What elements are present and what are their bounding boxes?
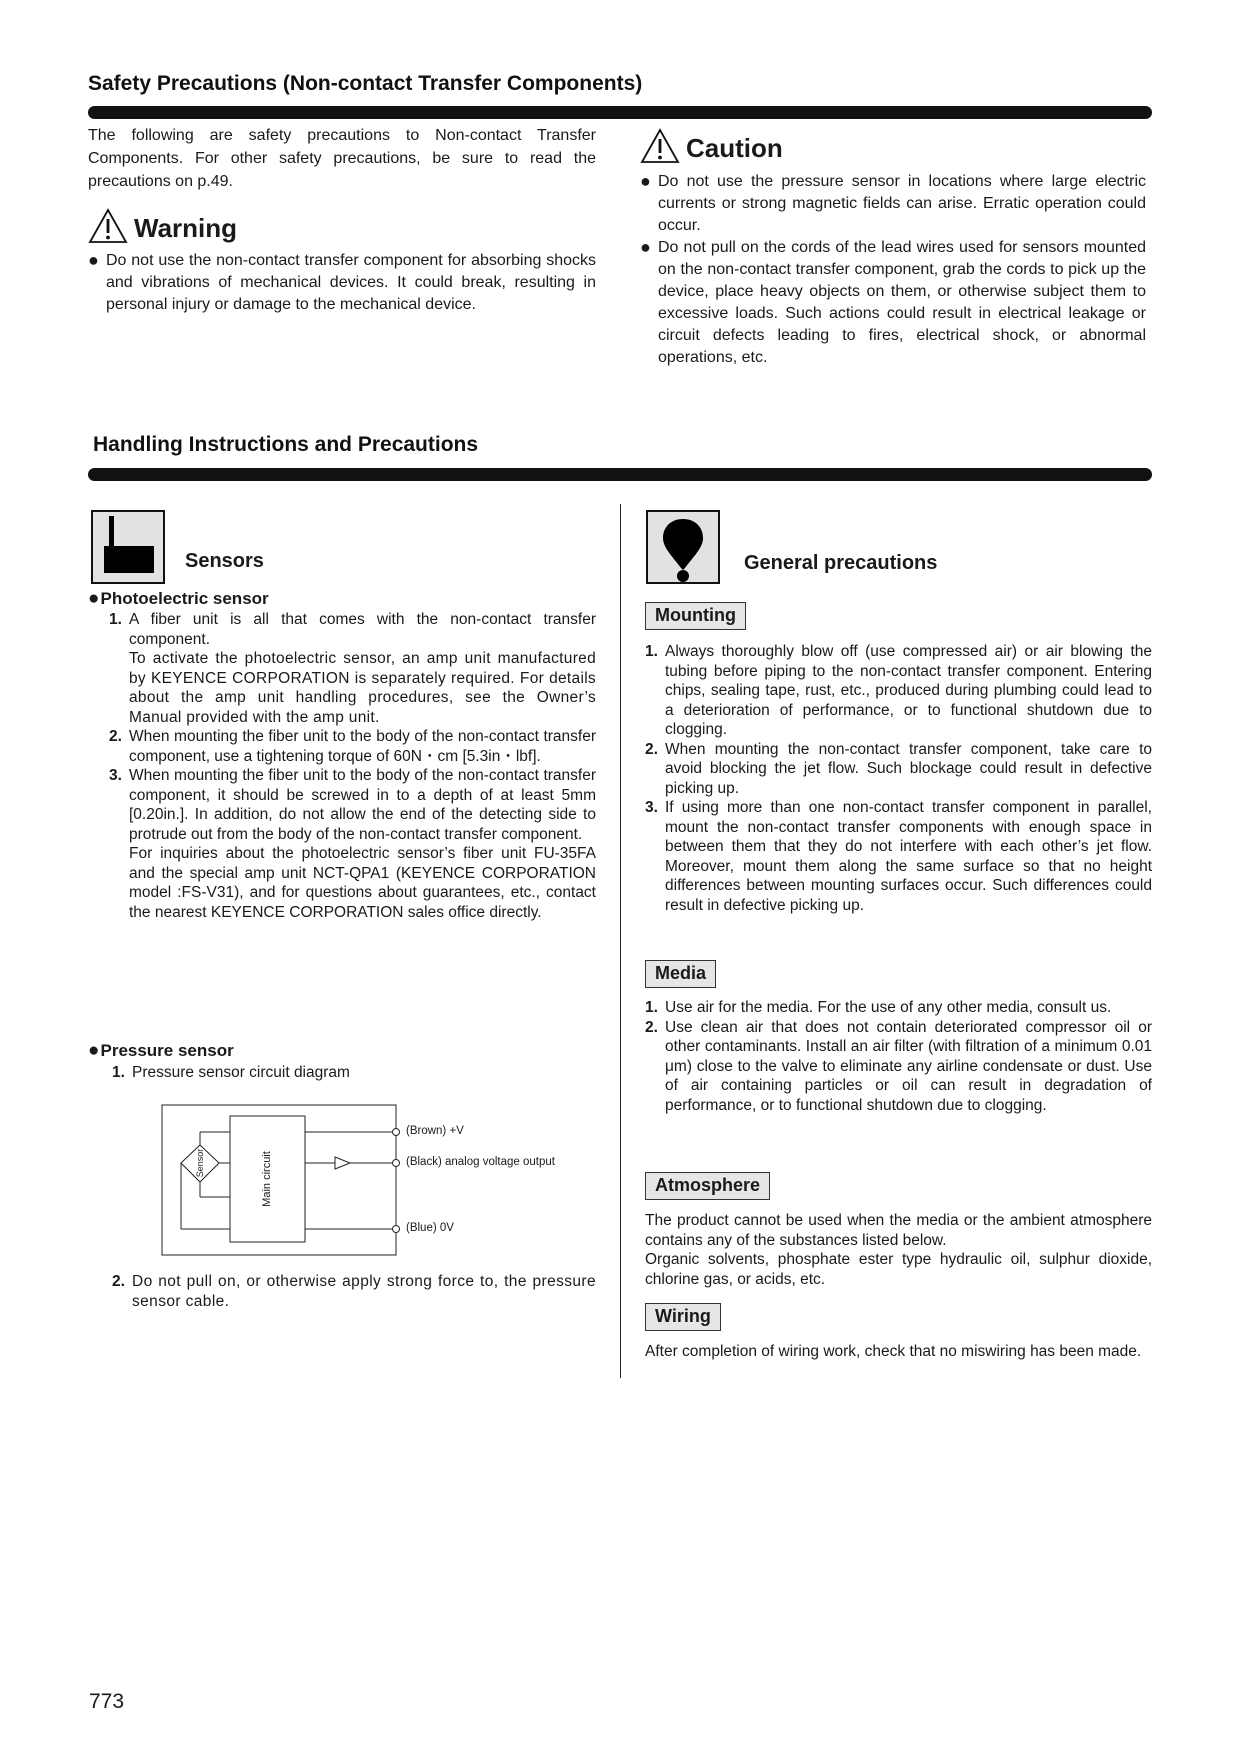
bullet-icon: ● (88, 588, 100, 609)
pressure-heading: ● Pressure sensor (88, 1040, 234, 1061)
caution-list (640, 171, 1146, 369)
media-tag: Media (645, 960, 716, 988)
page-number: 773 (89, 1690, 125, 1713)
media-list (645, 998, 1152, 1115)
handling-section-title: Handling Instructions and Precautions (93, 433, 479, 456)
photoelectric-item-1: 1. A fiber unit is all that comes with the non-contact transfer component. To activate the photoelectric sensor, an amp unit manufactured by KEYENCE CORPORATION is separately required. For details about the amp unit handling procedures, see the Owner’s Manual provided with the amp unit. (109, 611, 596, 726)
warning-triangle-icon (88, 208, 128, 244)
main-circuit-label: Main circuit (261, 1151, 273, 1207)
warning-title: Warning (134, 213, 238, 243)
media-item-1: 1. Use air for the media. For the use of any other media, consult us. (645, 999, 1112, 1016)
warning-heading (88, 208, 237, 244)
sensor-label: Sensor (195, 1148, 205, 1178)
pressure-item-1: 1. Pressure sensor circuit diagram (112, 1064, 350, 1081)
warning-list (88, 250, 596, 316)
warning-triangle-icon (640, 128, 680, 164)
photoelectric-item-3: 3. When mounting the fiber unit to the body of the non-contact transfer component, it should be screwed in to a depth of at least 5mm [0.20in.]. In addition, do not allow the end of the detecting side to protrude out from the body of the non-contact transfer component. For inquiries about the photoelectric sensor’s fiber unit FU-35FA and the special amp unit NCT-QPA1 (KEYENCE CORPORATION model :FS-V31), and for questions about guarantees, etc., contact the nearest KEYENCE CORPORATION sales office directly. (109, 767, 596, 921)
bullet-icon: ● (88, 250, 99, 270)
wiring-tag: Wiring (645, 1303, 721, 1331)
terminal-black-label: (Black) analog voltage output (406, 1156, 555, 1168)
photoelectric-list (109, 610, 596, 922)
photoelectric-heading: ● Photoelectric sensor (88, 588, 269, 609)
mounting-item-3: 3. If using more than one non-contact transfer component in parallel, mount the non-contact transfer components with enough space in between them that they do not interfere with each other’s jet flow. Moreover, mount them along the same surface so that no height differences between mounting surfaces occur. Such differences could result in defective picking up. (645, 799, 1152, 914)
caution-heading (640, 128, 783, 164)
caution-title: Caution (686, 133, 783, 163)
wiring-text: After completion of wiring work, check that no miswiring has been made. (645, 1343, 1142, 1360)
mounting-item-2: 2. When mounting the non-contact transfer component, take care to avoid blocking the jet flow. Such blockage could result in defective picking up. (645, 740, 1152, 797)
pressure-sensor-circuit-diagram (160, 1100, 600, 1260)
general-precautions-title: General precautions (744, 552, 938, 574)
warning-item: ● Do not use the non-contact transfer component for absorbing shocks and vibrations of mechanical devices. It could break, resulting in personal injury or damage to the mechanical device. (88, 250, 596, 316)
column-divider (620, 504, 621, 1378)
safety-intro: The following are safety precautions to Non-contact Transfer Components. For other safety precautions, be sure to read the precautions on p.49. (88, 127, 596, 190)
terminal-blue-label: (Blue) 0V (406, 1222, 454, 1234)
mounting-item-1: 1. Always thoroughly blow off (use compressed air) or air blowing the tubing before piping to the non-contact transfer component. Entering chips, sealing tape, rust, etc., produced during plumbing could lead to a deterioration of performance, or to functional shutdown due to clogging. (645, 643, 1152, 738)
section-rule (88, 468, 1152, 481)
media-item-2: 2. Use clean air that does not contain deteriorated compressor oil or other contaminants. Install an air filter (with filtration of a minimum 0.01 μm) close to the valve to eliminate any airline condensate or dust. Use of air containing particles or oil can result in degradation of performance, or to functional shutdown due to clogging. (645, 1018, 1152, 1114)
caution-item: ● Do not pull on the cords of the lead wires used for sensors mounted on the non-contact transfer component, grab the cords to pick up the device, place heavy objects on them, or otherwise subject them to excessive loads. Such actions could result in electrical leakage or circuit defects leading to fires, electrical shock, or abnormal operations, etc. (640, 237, 1146, 369)
atmosphere-text: The product cannot be used when the media or the ambient atmosphere contains any of the substances listed below. Organic solvents, phosphate ester type hydraulic oil, sulphur dioxide, chlorine gas, or acids, etc. (645, 1212, 1152, 1288)
mounting-list (645, 642, 1152, 915)
photoelectric-item-2: 2. When mounting the fiber unit to the body of the non-contact transfer component, use a tightening torque of 60N・cm [5.3in・lbf]. (109, 728, 596, 765)
pressure-item-2: 2. Do not pull on, or otherwise apply strong force to, the pressure sensor cable. (112, 1273, 596, 1310)
sensors-title: Sensors (185, 550, 264, 572)
terminal-brown-label: (Brown) +V (406, 1125, 464, 1137)
bullet-icon: ● (640, 171, 651, 191)
section-rule (88, 106, 1152, 119)
bullet-icon: ● (88, 1040, 100, 1061)
sensor-icon (91, 510, 165, 584)
exclamation-icon (646, 510, 720, 584)
caution-item: ● Do not use the pressure sensor in locations where large electric currents or strong magnetic fields can arise. Erratic operation could occur. (640, 171, 1146, 237)
atmosphere-tag: Atmosphere (645, 1172, 770, 1200)
circuit-lines (160, 1100, 600, 1260)
mounting-tag: Mounting (645, 602, 746, 630)
bullet-icon: ● (640, 237, 651, 257)
safety-section-title: Safety Precautions (Non-contact Transfer Components) (88, 72, 643, 95)
